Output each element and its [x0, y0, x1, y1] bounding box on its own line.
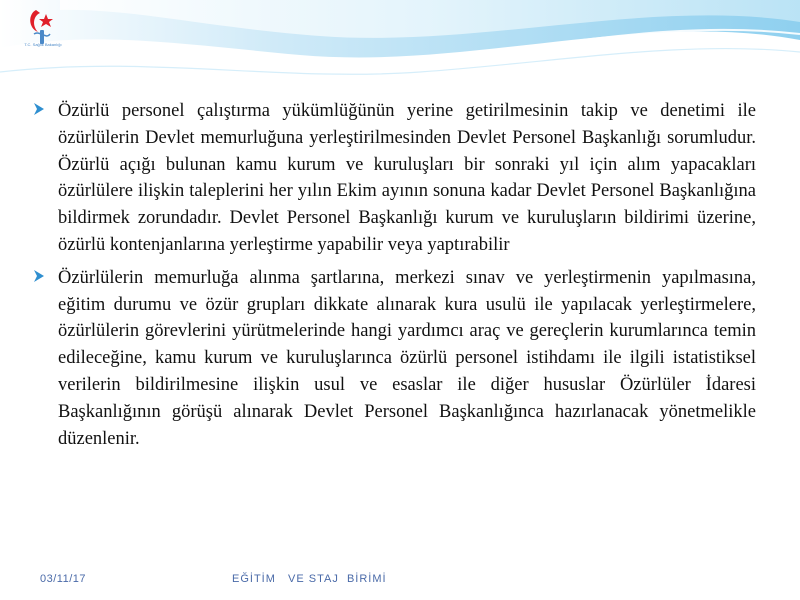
logo-caption: T.C. Sağlık Bakanlığı: [24, 42, 62, 47]
bullet-text: Özürlülerin memurluğa alınma şartlarına, merkezi sınav ve yerleştirmenin yapılmasına, eğitim durumu ve özür grupları dikkate alınarak kura usulü ile yapılacak yerleştirmelere, özürlülerin görevlerini yürütmelerinde hangi yardımcı araç ve gereçlerin kurumlarınca temin edileceğine, kamu kurum ve kuruluşlarınca özürlü personel istihdamı ile ilgili istatistiksel verilerin bildirilmesine ilişkin usul ve esaslar ile diğer hususlar Özürlüler İdaresi Başkanlığının görüşü alınarak Devlet Personel Başkanlığınca hazırlanacak yönetmelikle düzenlenir.: [58, 267, 756, 449]
slide-content: [32, 98, 756, 458]
bullet-text: Özürlü personel çalıştırma yükümlüğünün yerine getirilmesinin takip ve denetimi ile özürlülerin Devlet memurluğuna yerleştirilmesinden Devlet Personel Başkanlığı sorumludur. Özürlü açığı bulunan kamu kurum ve kuruluşları bir sonraki yıl için alım yapacakları özürlülere ilişkin taleplerini her yılın Ekim ayının sonuna kadar Devlet Personel Başkanlığına bildirmek zorundadır. Devlet Personel Başkanlığı kurum ve kuruluşların bildirimi üzerine, özürlü kontenjanlarına yerleştirme yapabilir veya yaptırabilir: [58, 101, 756, 255]
ministry-logo-icon: [6, 4, 78, 72]
arrow-bullet-icon: [32, 98, 58, 121]
footer-date: 03/11/17: [40, 573, 87, 585]
header-wave-decoration: [0, 0, 800, 95]
bullet-item: [32, 98, 756, 259]
arrow-bullet-icon: [32, 265, 58, 288]
footer-unit-name: EĞİTİM VE STAJ BİRİMİ: [232, 573, 387, 585]
bullet-item: [32, 265, 756, 453]
